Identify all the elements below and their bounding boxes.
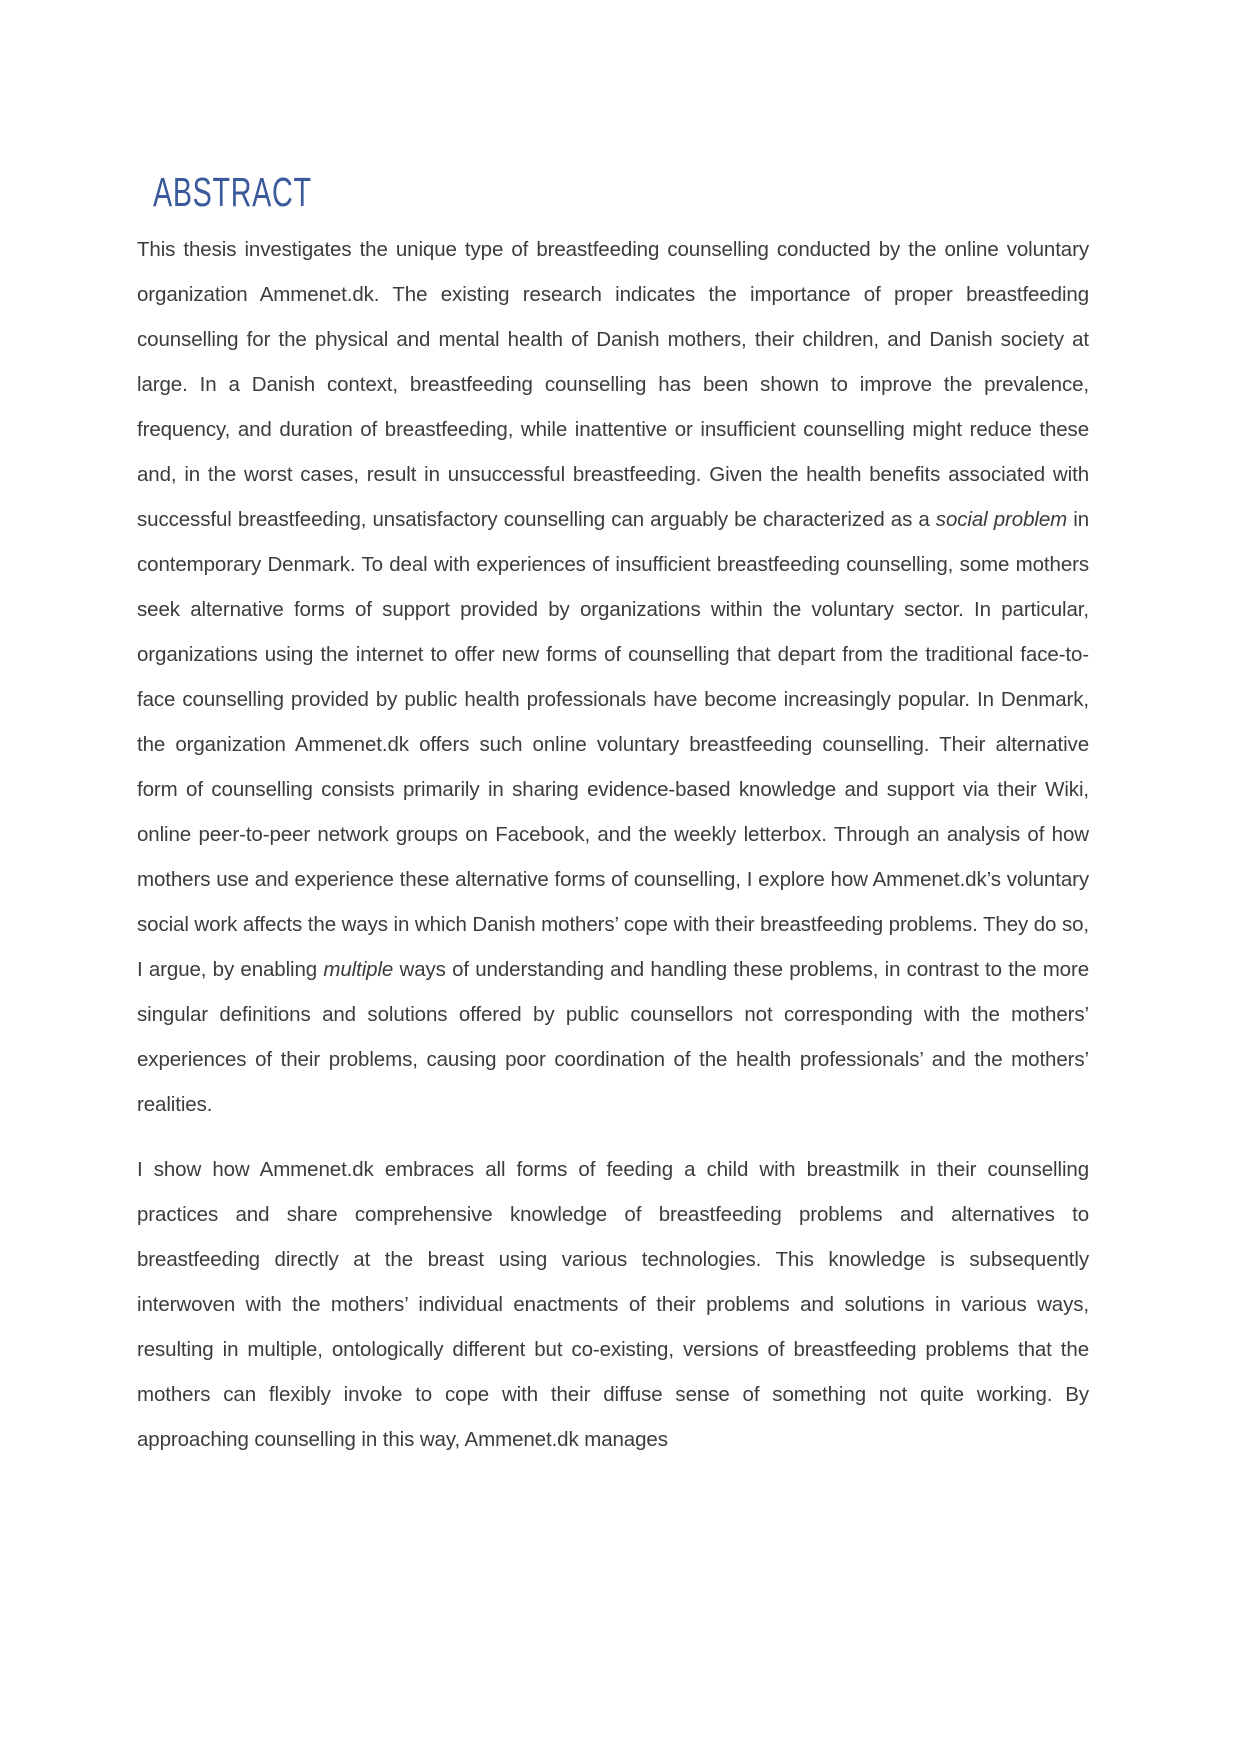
abstract-paragraph-2 (137, 1147, 1089, 1462)
text-run: This thesis investigates the unique type of breastfeeding counselling conducted by the online voluntary organization Ammenet.dk. The existing research indicates the importance of proper breastfeeding counselling for the physical and mental health of Danish mothers, their children, and Danish society at large. In a Danish context, breastfeeding counselling has been shown to improve the prevalence, frequency, and duration of breastfeeding, while inattentive or insufficient counselling might reduce these and, in the worst cases, result in unsuccessful breastfeeding. Given the health benefits associated with successful breastfeeding, unsatisfactory counselling can arguably be characterized as a (137, 238, 1089, 531)
abstract-heading: ABSTRACT (153, 169, 312, 215)
text-run-italic: social problem (935, 508, 1068, 531)
abstract-paragraph-1 (137, 227, 1089, 1127)
text-run: ways of understanding and handling these problems, in contrast to the more singular definitions and solutions offered by public counsellors not corresponding with the mothers’ experiences of their problems, causing poor coordination of the health professionals’ and the mothers’ realities. (137, 958, 1090, 1116)
text-run: I show how Ammenet.dk embraces all forms of feeding a child with breastmilk in their counselling practices and share comprehensive knowledge of breastfeeding problems and alternatives to breastfeeding directly at the breast using various technologies. This knowledge is subsequently interwoven with the mothers’ individual enactments of their problems and solutions in various ways, resulting in multiple, ontologically different but co-existing, versions of breastfeeding problems that the mothers can flexibly invoke to cope with their diffuse sense of something not quite working. By approaching counselling in this way, Ammenet.dk manages (137, 1158, 1089, 1451)
abstract-section (137, 168, 1089, 1462)
text-run-italic: multiple (323, 958, 394, 981)
text-run: in contemporary Denmark. To deal with experiences of insufficient breastfeeding counselling, some mothers seek alternative forms of support provided by organizations within the voluntary sector. In particular, organizations using the internet to offer new forms of counselling that depart from the traditional face-to-face counselling provided by public health professionals have become increasingly popular. In Denmark, the organization Ammenet.dk offers such online voluntary breastfeeding counselling. Their alternative form of counselling consists primarily in sharing evidence-based knowledge and support via their Wiki, online peer-to-peer network groups on Facebook, and the weekly letterbox. Through an analysis of how mothers use and experience these alternative forms of counselling, I explore how Ammenet.dk’s voluntary social work affects the ways in which Danish mothers’ cope with their breastfeeding problems. They do so, I argue, by enabling (137, 508, 1089, 981)
